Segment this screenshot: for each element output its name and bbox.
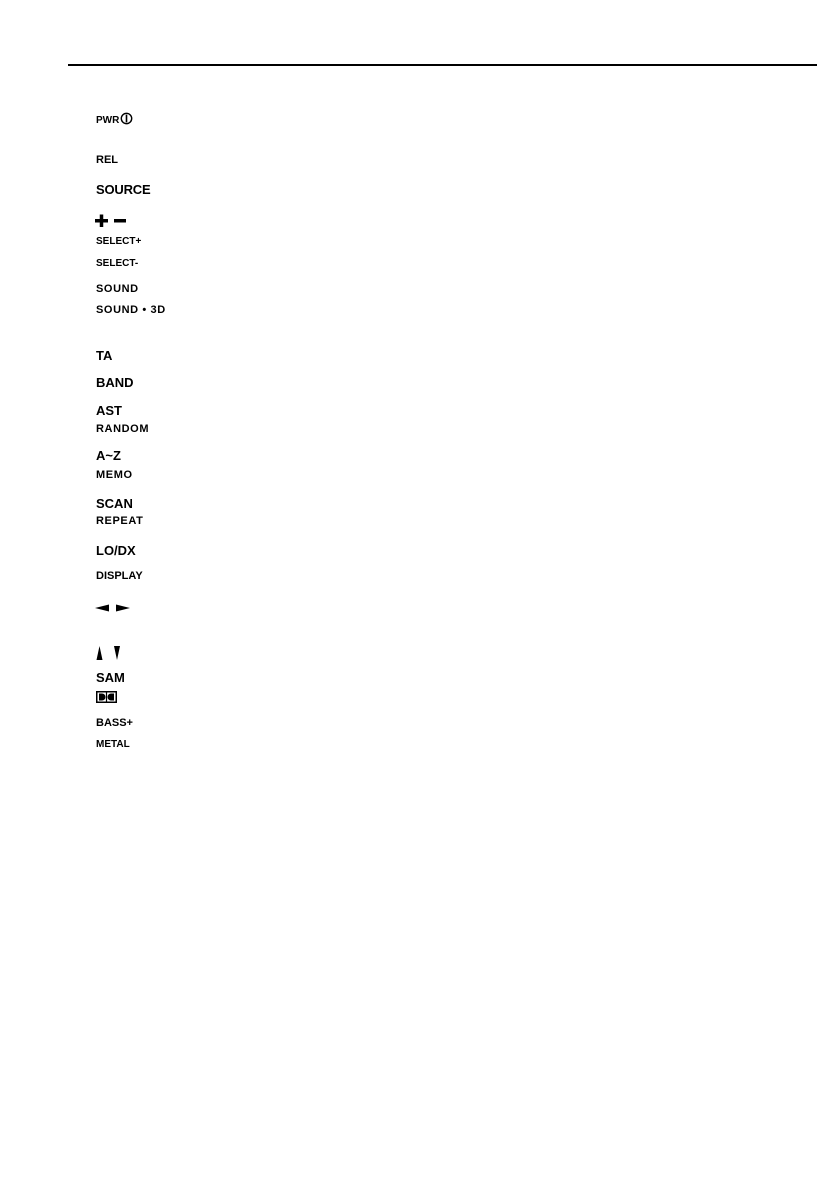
plus-minus-icons — [95, 214, 135, 228]
sound-label: SOUND — [96, 283, 139, 295]
source-label: SOURCE — [96, 182, 151, 197]
band-label: BAND — [96, 375, 134, 390]
left-arrow-icon — [95, 605, 109, 612]
memo-label: MEMO — [96, 469, 133, 481]
down-arrow-icon — [114, 646, 120, 660]
rel-label: REL — [96, 154, 118, 166]
up-arrow-icon — [97, 646, 103, 660]
display-label: DISPLAY — [96, 570, 143, 582]
sound-3d-label: SOUND • 3D — [96, 304, 166, 316]
up-down-arrow-icons — [96, 645, 128, 661]
pwr-label-row — [96, 112, 133, 126]
minus-icon — [114, 219, 126, 223]
ta-label: TA — [96, 348, 113, 363]
lo-dx-label: LO/DX — [96, 543, 136, 558]
select-minus-label: SELECT- — [96, 258, 139, 269]
power-icon — [120, 112, 133, 125]
dolby-icon — [96, 691, 117, 703]
repeat-label: REPEAT — [96, 515, 144, 527]
a-z-label: A~Z — [96, 448, 121, 463]
header-rule — [68, 64, 817, 66]
right-arrow-icon — [116, 605, 130, 612]
metal-label: METAL — [96, 739, 130, 750]
left-right-arrow-icons — [95, 603, 135, 613]
bass-plus-label: BASS+ — [96, 717, 133, 729]
sam-label: SAM — [96, 670, 125, 685]
scan-label: SCAN — [96, 496, 133, 511]
select-plus-label: SELECT+ — [96, 236, 142, 247]
ast-label: AST — [96, 403, 122, 418]
random-label: RANDOM — [96, 423, 150, 435]
plus-icon — [95, 215, 108, 228]
pwr-label: PWR — [96, 115, 120, 126]
